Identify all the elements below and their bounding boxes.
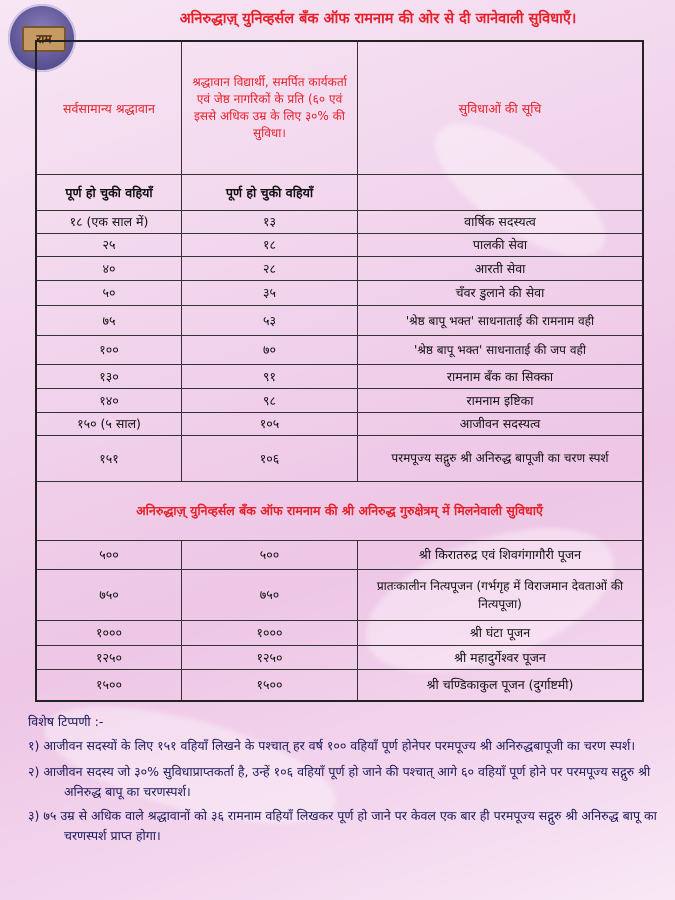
concession-count: १८ — [182, 233, 358, 256]
concession-count: ७५० — [182, 569, 358, 620]
table-subheader-row — [37, 174, 642, 211]
general-count: ७५ — [37, 305, 182, 335]
table-row — [37, 256, 642, 281]
facility-name: रामनाम इष्टिका — [466, 392, 534, 408]
concession-count: ५०० — [182, 540, 358, 569]
concession-count: ७० — [182, 335, 358, 364]
facility-name: श्री किरातरुद्र एवं शिवगंगागौरी पूजन — [418, 547, 582, 562]
facility-name: प्रातःकालीन नित्यपूजन (गर्भगृह में विराजमान देवताओं की नित्यपूजा) — [376, 578, 624, 611]
general-count: १२५० — [37, 645, 182, 669]
note-item: ३) ७५ उम्र से अधिक वाले श्रद्धावानों को ३६ रामनाम वहियाँ लिखकर पूर्ण हो जाने पर केवल एक बार ही परमपूज्य सद्गुरु श्री अनिरुद्ध बापू का चरणस्पर्श प्राप्त होगा। — [28, 808, 657, 843]
notes-title: विशेष टिप्पणी :- — [28, 714, 104, 729]
table-row — [37, 210, 642, 234]
general-count: १००० — [37, 620, 182, 645]
table-row — [37, 669, 642, 700]
facility-name: आरती सेवा — [474, 260, 526, 276]
table-row — [37, 569, 642, 621]
subheader-empty — [358, 174, 642, 210]
header-concession-devotees: श्रद्धावान विद्यार्थी, समर्पित कार्यकर्ता एवं जेष्ठ नागरिकों के प्रति (६० एवं इससे अधिक उम्र के लिए ३०% की सुविधा। — [182, 42, 358, 174]
note-item: २) आजीवन सदस्य जो ३०% सुविधाप्राप्तकर्ता है, उन्हें १०६ वहियाँ पूर्ण हो जाने की पश्चात् आगे ६० वहियाँ पूर्ण होने पर परमपूज्य सद्गुरु श्री अनिरुद्ध बापू का चरणस्पर्श। — [28, 764, 651, 799]
general-count: १५०० — [37, 669, 182, 700]
facility-name: आजीवन सदस्यत्व — [459, 416, 541, 431]
general-count: १४० — [37, 388, 182, 412]
concession-count: ९१ — [182, 364, 358, 388]
general-count: १०० — [37, 335, 182, 364]
header-general-devotees: सर्वसामान्य श्रद्धावान — [37, 42, 182, 174]
general-count: १३० — [37, 364, 182, 388]
table-row — [37, 435, 642, 482]
general-count: १८ (एक साल में) — [37, 210, 182, 233]
section-title-gurukshetram: अनिरुद्धाज़् युनिव्हर्सल बँक ऑफ रामनाम की श्री अनिरुद्ध गुरुक्षेत्रम् में मिलनेवाली सुविधाएँ — [37, 481, 642, 541]
note-item: १) आजीवन सदस्यों के लिए १५१ वहियाँ लिखने के पश्चात् हर वर्ष १०० वहियाँ पूर्ण होनेपर परमपूज्य श्री अनिरुद्धबापूजी का चरण स्पर्श। — [28, 738, 636, 753]
header-facility-list: सुविधाओं की सूचि — [458, 100, 542, 116]
facility-name: पालकी सेवा — [472, 237, 528, 252]
general-count: ७५० — [37, 569, 182, 620]
subheader-completed-books-1: पूर्ण हो चुकी वहियाँ — [37, 174, 182, 210]
facility-name: श्री महादुर्गेश्वर पूजन — [454, 649, 546, 665]
concession-count: १०५ — [182, 412, 358, 435]
concession-count: ९८ — [182, 388, 358, 412]
general-count: १५१ — [37, 435, 182, 481]
page-title: अनिरुद्धाज़् युनिव्हर्सल बँक ऑफ रामनाम की ओर से दी जानेवाली सुविधाएँ। — [179, 11, 577, 27]
subheader-completed-books-2: पूर्ण हो चुकी वहियाँ — [182, 174, 358, 210]
facility-name: रामनाम बँक का सिक्का — [446, 368, 554, 384]
concession-count: २८ — [182, 256, 358, 280]
concession-count: ५३ — [182, 305, 358, 335]
general-count: ५०० — [37, 540, 182, 569]
facility-name: वार्षिक सदस्यत्व — [464, 214, 536, 229]
logo-plaque: राम — [22, 26, 66, 52]
table-row — [37, 412, 642, 436]
concession-count: १०६ — [182, 435, 358, 481]
facility-name: परमपूज्य सद्गुरु श्री अनिरुद्ध बापूजी का चरण स्पर्श — [391, 451, 609, 465]
concession-count: ३५ — [182, 280, 358, 305]
table-row — [37, 233, 642, 257]
table-row — [37, 305, 642, 336]
table-row — [37, 540, 642, 570]
facility-name: श्री चण्डिकाकुल पूजन (दुर्गाष्टमी) — [426, 677, 574, 692]
concession-count: १३ — [182, 210, 358, 233]
general-count: ४० — [37, 256, 182, 280]
table-row — [37, 364, 642, 389]
facilities-table — [35, 40, 644, 702]
table-row — [37, 280, 642, 306]
table-row — [37, 335, 642, 365]
facility-name: श्री घंटा पूजन — [469, 625, 531, 640]
concession-count: १००० — [182, 620, 358, 645]
table-header-row — [37, 42, 642, 175]
special-notes — [28, 712, 658, 846]
general-count: १५० (५ साल) — [37, 412, 182, 435]
table-row — [37, 620, 642, 646]
table-row — [37, 645, 642, 670]
concession-count: १२५० — [182, 645, 358, 669]
facility-name: 'श्रेष्ठ बापू भक्त' साधनाताई की रामनाम वही — [405, 313, 595, 328]
general-count: ५० — [37, 280, 182, 305]
table-row — [37, 388, 642, 413]
concession-count: १५०० — [182, 669, 358, 700]
facility-name: 'श्रेष्ठ बापू भक्त' साधनाताई की जप वही — [414, 343, 586, 357]
facility-name: चँवर डुलाने की सेवा — [455, 285, 545, 300]
general-count: २५ — [37, 233, 182, 256]
